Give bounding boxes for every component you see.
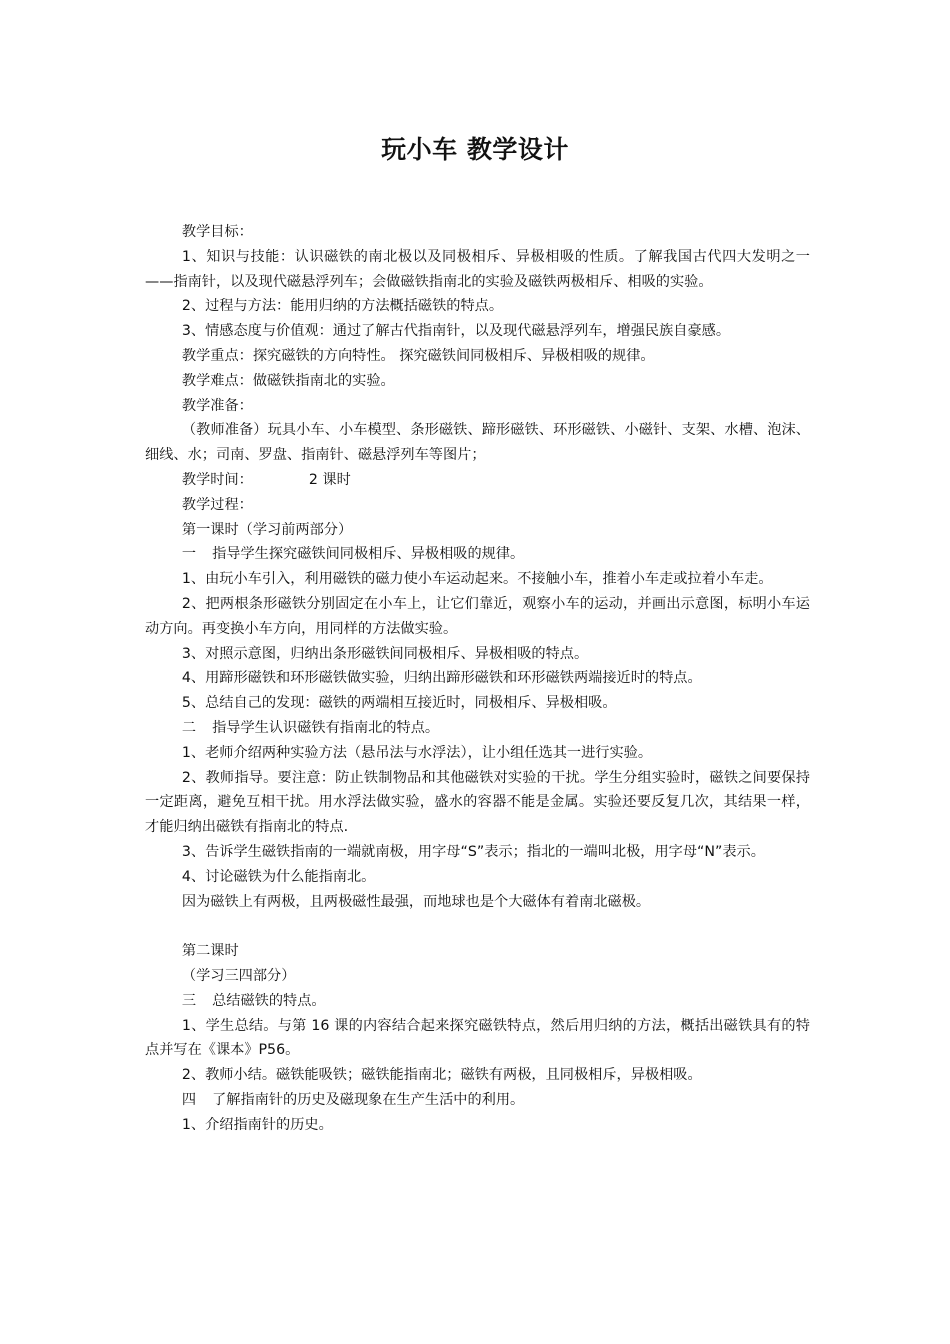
- lesson2-heading: 第二课时: [181, 943, 239, 960]
- part2-title: [145, 716, 810, 741]
- step-item: 4、讨论磁铁为什么能指南北。: [181, 868, 376, 885]
- document-title: 玩小车 教学设计: [381, 135, 569, 164]
- step-item: 5、总结自己的发现：磁铁的两端相互接近时，同极相斥、异极相吸。: [181, 695, 617, 712]
- part-number: 四: [181, 1091, 197, 1108]
- step-item: 2、教师小结。磁铁能吸铁；磁铁能指南北；磁铁有两极，且同极相斥，异极相吸。: [181, 1067, 702, 1084]
- lesson2-subheading: （学习三四部分）: [181, 967, 296, 984]
- prep-heading: 教学准备：: [181, 397, 253, 414]
- document-body: [145, 220, 810, 1137]
- difficulty: 教学难点：做磁铁指南北的实验。: [181, 372, 395, 389]
- objective-item: 3、情感态度与价值观：通过了解古代指南针，以及现代磁悬浮列车，增强民族自豪感。: [181, 323, 731, 340]
- part4-title: [145, 1088, 810, 1113]
- step-item: 1、介绍指南针的历史。: [181, 1116, 333, 1133]
- step-item: 3、对照示意图，归纳出条形磁铁间同极相斥、异极相吸的特点。: [181, 645, 589, 662]
- lesson1-heading: 第一课时（学习前两部分）: [181, 521, 353, 538]
- step-item: 4、用蹄形磁铁和环形磁铁做实验，归纳出蹄形磁铁和环形磁铁两端接近时的特点。: [181, 670, 702, 687]
- step-item: 1、老师介绍两种实验方法（悬吊法与水浮法），让小组任选其一进行实验。: [181, 744, 653, 761]
- teaching-time: [145, 468, 810, 493]
- time-value: 2 课时: [308, 471, 351, 488]
- part-title: 指导学生探究磁铁间同极相斥、异极相吸的规律。: [212, 546, 525, 563]
- step-item: 1、由玩小车引入，利用磁铁的磁力使小车运动起来。不接触小车，推着小车走或拉着小车走。: [181, 571, 773, 588]
- blank-line: [145, 914, 810, 939]
- part3-title: [145, 989, 810, 1014]
- step-item: 因为磁铁上有两极，且两极磁性最强，而地球也是个大磁体有着南北磁极。: [181, 893, 651, 910]
- key-point: 教学重点：探究磁铁的方向特性。 探究磁铁间同极相斥、异极相吸的规律。: [181, 347, 655, 364]
- prep-text: （教师准备）玩具小车、小车模型、条形磁铁、蹄形磁铁、环形磁铁、小磁针、支架、水槽、泡沫、细线、水；司南、罗盘、指南针、磁悬浮列车等图片；: [145, 422, 810, 464]
- process-heading: 教学过程：: [181, 496, 253, 513]
- part-title: 了解指南针的历史及磁现象在生产生活中的利用。: [212, 1091, 525, 1108]
- step-item: 2、把两根条形磁铁分别固定在小车上，让它们靠近，观察小车的运动，并画出示意图，标明小车运动方向。再变换小车方向，用同样的方法做实验。: [145, 595, 810, 637]
- step-item: 3、告诉学生磁铁指南的一端就南极，用字母“S”表示；指北的一端叫北极，用字母“N”表示。: [181, 843, 765, 860]
- part-title: 总结磁铁的特点。: [212, 992, 326, 1009]
- time-label: 教学时间：: [181, 471, 253, 488]
- step-item: 2、教师指导。要注意：防止铁制物品和其他磁铁对实验的干扰。学生分组实验时，磁铁之间要保持一定距离，避免互相干扰。用水浮法做实验，盛水的容器不能是金属。实验还要反复几次，其结果一样，才能归纳出磁铁有指南北的特点.: [145, 769, 810, 836]
- objective-item: 1、知识与技能：认识磁铁的南北极以及同极相斥、异极相吸的性质。了解我国古代四大发明之一——指南针，以及现代磁悬浮列车；会做磁铁指南北的实验及磁铁两极相斥、相吸的实验。: [145, 248, 810, 290]
- part1-title: [145, 542, 810, 567]
- part-number: 三: [181, 992, 197, 1009]
- step-item: 1、学生总结。与第 16 课的内容结合起来探究磁铁特点，然后用归纳的方法，概括出磁铁具有的特点并写在《课本》P56。: [145, 1017, 810, 1059]
- part-title: 指导学生认识磁铁有指南北的特点。: [212, 719, 440, 736]
- part-number: 一: [181, 546, 197, 563]
- objective-item: 2、过程与方法：能用归纳的方法概括磁铁的特点。: [181, 298, 504, 315]
- part-number: 二: [181, 719, 197, 736]
- objectives-heading: 教学目标：: [181, 224, 253, 240]
